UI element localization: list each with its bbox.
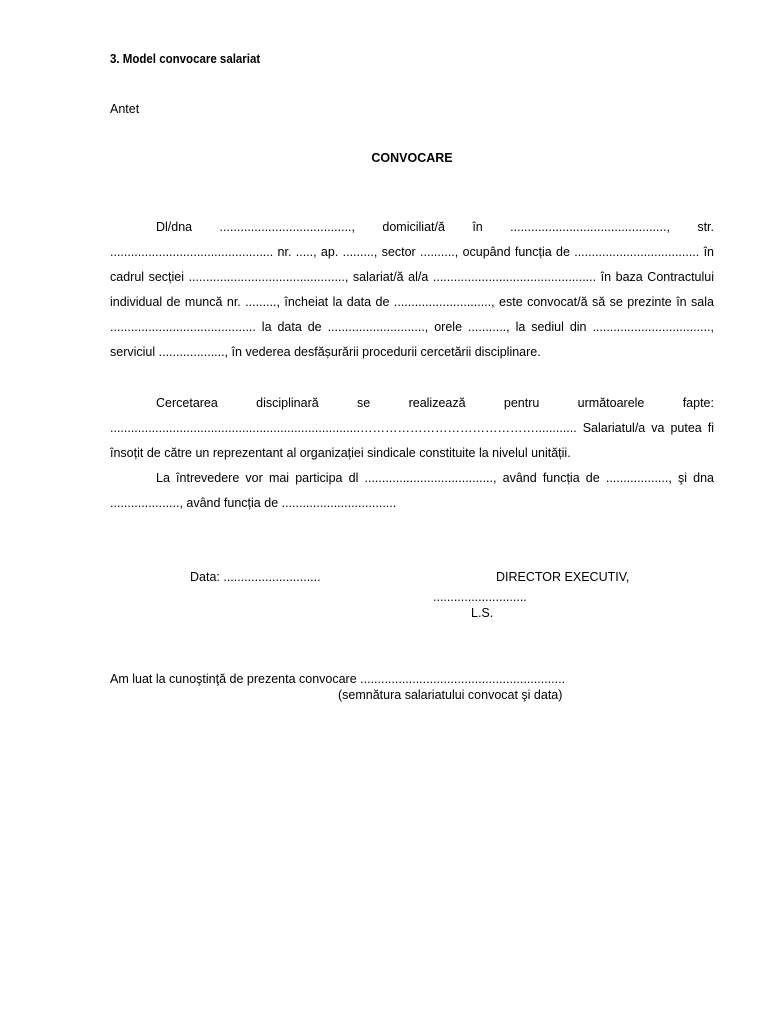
- acknowledgement-line: Am luat la cunoştinţă de prezenta convocare ...........................................................: [110, 672, 566, 686]
- director-title: DIRECTOR EXECUTIV,: [496, 570, 630, 584]
- investigation-text: Cercetarea disciplinară se realizează pentru următoarele fapte: ........................................................................……………………………………............ Salariatul/a va putea fi însoțit de către un reprezentant al organizației sindicale constituite la nivelul unității.: [110, 396, 714, 460]
- date-line: Data: ............................: [190, 570, 321, 584]
- participants-paragraph: [110, 466, 714, 516]
- summons-paragraph: [110, 215, 714, 365]
- stamp-placeholder: L.S.: [471, 606, 494, 620]
- acknowledgement-note: (semnătura salariatului convocat şi data): [338, 688, 563, 702]
- investigation-section: [110, 391, 714, 516]
- director-signature-line: ...........................: [433, 590, 527, 604]
- section-title: 3. Model convocare salariat: [110, 52, 261, 66]
- letterhead-placeholder: Antet: [110, 102, 140, 116]
- summons-text: Dl/dna ......................................, domiciliat/ă în ............................................., str. ............................................... nr. ....., ap. ........., sector .........., ocupând funcția de .................................... în cadrul secției ............................................., salariat/ă al/a ............................................... în baza Contractului individual de muncă nr. ........., încheiat la data de ............................, este convocat/ă să se prezinte în sala .......................................... la data de ............................, orele ..........., la sediul din .................................., serviciul ..................., în vederea desfășurării procedurii cercetării disciplinare.: [110, 220, 714, 359]
- participants-text: La întrevedere vor mai participa dl ....................................., având funcția de .................., şi dna ...................., având funcția de .................................: [110, 471, 714, 510]
- investigation-paragraph: [110, 391, 714, 466]
- document-title: CONVOCARE: [371, 151, 453, 165]
